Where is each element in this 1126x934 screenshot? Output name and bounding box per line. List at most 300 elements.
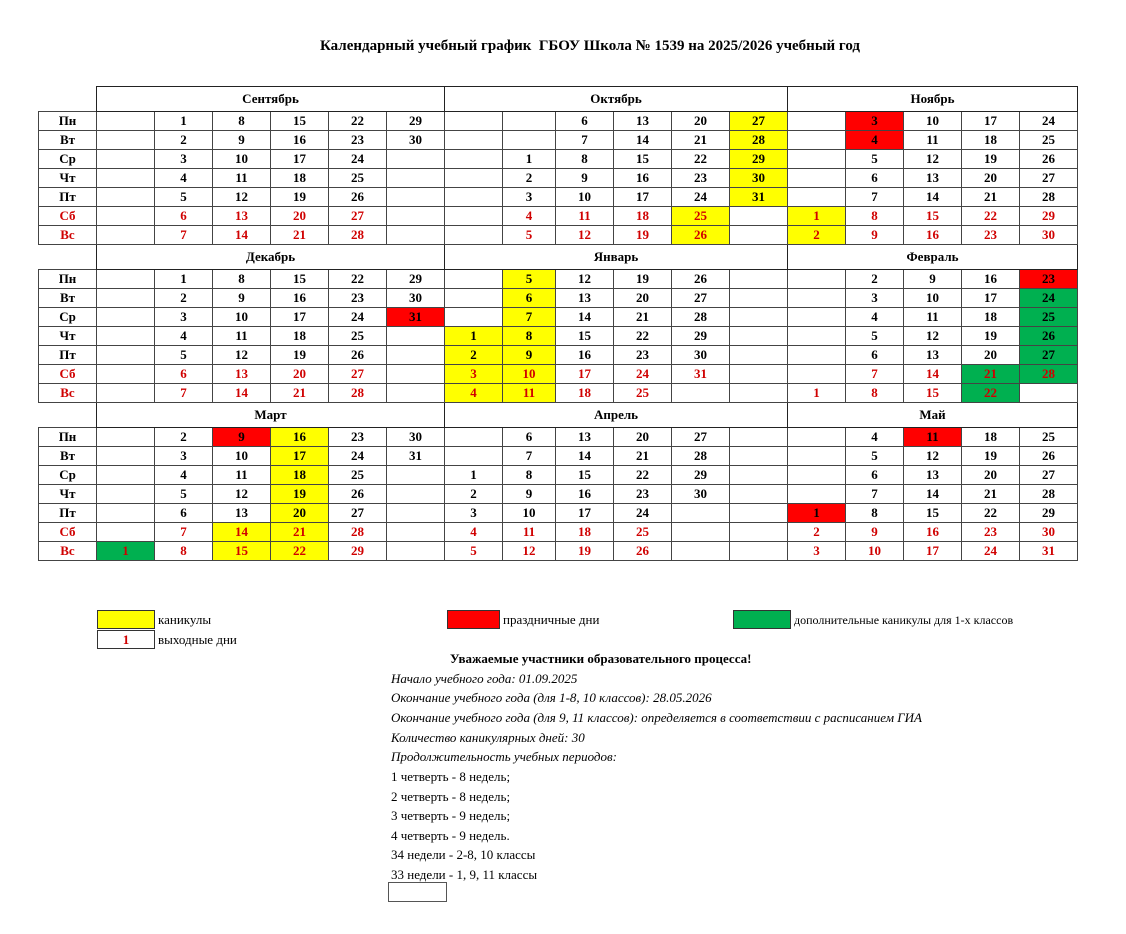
week-day-row [39,188,1078,207]
week-day-row [39,485,1078,504]
date-cell: 3 [155,447,213,466]
date-cell: 2 [445,346,503,365]
day-label: Вс [39,542,97,561]
date-cell: 8 [556,150,614,169]
date-cell [730,327,788,346]
date-cell: 30 [387,131,445,150]
date-cell: 18 [962,131,1020,150]
date-cell [97,504,155,523]
date-cell: 9 [846,523,904,542]
day-label: Ср [39,150,97,169]
date-cell: 27 [1020,346,1078,365]
date-cell: 12 [213,346,271,365]
date-cell [730,447,788,466]
date-cell: 23 [329,131,387,150]
date-cell: 5 [846,447,904,466]
date-cell: 16 [271,289,329,308]
date-cell: 12 [556,270,614,289]
date-cell [672,504,730,523]
date-cell: 1 [503,150,556,169]
date-cell: 27 [730,112,788,131]
date-cell: 15 [904,207,962,226]
date-cell: 27 [329,207,387,226]
week-day-row [39,226,1078,245]
date-cell: 12 [904,327,962,346]
date-cell [730,226,788,245]
date-cell: 16 [271,131,329,150]
date-cell [97,365,155,384]
date-cell: 12 [213,188,271,207]
date-cell: 3 [155,308,213,327]
date-cell: 4 [155,466,213,485]
date-cell: 29 [730,150,788,169]
date-cell: 10 [213,308,271,327]
day-label: Пт [39,346,97,365]
date-cell: 15 [271,112,329,131]
date-cell: 23 [329,289,387,308]
date-cell: 3 [503,188,556,207]
date-cell: 22 [962,504,1020,523]
date-cell: 31 [730,188,788,207]
date-cell: 13 [556,289,614,308]
date-cell: 8 [503,327,556,346]
date-cell [97,447,155,466]
date-cell: 11 [904,308,962,327]
date-cell: 20 [271,504,329,523]
date-cell [788,485,846,504]
date-cell: 21 [271,523,329,542]
date-cell: 21 [614,308,672,327]
date-cell: 25 [1020,308,1078,327]
date-cell: 21 [614,447,672,466]
date-cell: 31 [672,365,730,384]
date-cell: 28 [1020,188,1078,207]
date-cell: 21 [962,485,1020,504]
date-cell [445,447,503,466]
date-cell: 21 [271,226,329,245]
date-cell [97,466,155,485]
date-cell [97,226,155,245]
date-cell: 2 [155,428,213,447]
date-cell: 29 [1020,504,1078,523]
date-cell: 6 [503,428,556,447]
notice-line: 3 четверть - 9 недель; [391,808,511,823]
date-cell: 5 [445,542,503,561]
week-day-row [39,150,1078,169]
date-cell: 1 [788,504,846,523]
date-cell: 4 [155,327,213,346]
day-label: Пн [39,428,97,447]
date-cell: 16 [556,346,614,365]
date-cell: 24 [614,365,672,384]
week-day-row [39,365,1078,384]
day-label: Пт [39,188,97,207]
date-cell: 6 [846,466,904,485]
date-cell: 2 [846,270,904,289]
date-cell [97,169,155,188]
blank-cell [39,403,97,428]
date-cell [503,131,556,150]
date-cell: 4 [155,169,213,188]
date-cell: 30 [672,485,730,504]
date-cell: 3 [846,289,904,308]
notice-line: Продолжительность учебных периодов: [391,749,617,764]
week-day-row [39,289,1078,308]
date-cell [387,150,445,169]
date-cell: 20 [962,169,1020,188]
date-cell: 31 [387,308,445,327]
day-label: Вт [39,289,97,308]
date-cell: 29 [672,466,730,485]
date-cell [788,447,846,466]
date-cell [97,327,155,346]
date-cell [445,308,503,327]
date-cell: 13 [213,504,271,523]
month-header: Май [788,403,1078,428]
date-cell: 13 [213,207,271,226]
date-cell: 26 [329,188,387,207]
date-cell: 16 [904,226,962,245]
date-cell: 29 [329,542,387,561]
date-cell: 8 [155,542,213,561]
day-label: Вс [39,226,97,245]
week-day-row [39,466,1078,485]
date-cell [97,289,155,308]
date-cell: 12 [904,447,962,466]
date-cell: 16 [904,523,962,542]
date-cell: 3 [788,542,846,561]
date-cell [730,542,788,561]
date-cell [445,131,503,150]
empty-cell-box [388,882,447,902]
date-cell: 21 [962,365,1020,384]
date-cell: 10 [213,150,271,169]
date-cell: 1 [155,270,213,289]
date-cell: 11 [503,523,556,542]
date-cell: 6 [155,504,213,523]
date-cell: 29 [387,270,445,289]
date-cell: 17 [904,542,962,561]
date-cell: 21 [271,384,329,403]
date-cell [730,523,788,542]
day-label: Пт [39,504,97,523]
date-cell: 15 [556,466,614,485]
date-cell [97,131,155,150]
date-cell: 27 [329,365,387,384]
date-cell: 12 [904,150,962,169]
date-cell [730,428,788,447]
date-cell: 15 [614,150,672,169]
date-cell [730,346,788,365]
date-cell [445,188,503,207]
date-cell: 18 [614,207,672,226]
day-label: Пн [39,270,97,289]
day-label: Ср [39,308,97,327]
week-day-row [39,270,1078,289]
legend-public-holidays-label: праздничные дни [503,612,600,627]
date-cell [788,188,846,207]
date-cell: 14 [904,188,962,207]
date-cell: 31 [387,447,445,466]
month-header: Февраль [788,245,1078,270]
date-cell: 22 [614,327,672,346]
date-cell: 3 [846,112,904,131]
date-cell: 18 [556,523,614,542]
date-cell: 23 [962,523,1020,542]
date-cell: 5 [155,485,213,504]
date-cell: 2 [155,131,213,150]
date-cell: 23 [962,226,1020,245]
date-cell [730,466,788,485]
date-cell: 22 [672,150,730,169]
date-cell: 24 [962,542,1020,561]
date-cell: 15 [556,327,614,346]
date-cell: 17 [271,150,329,169]
month-header-row [39,87,1078,112]
date-cell: 9 [503,346,556,365]
date-cell: 14 [213,523,271,542]
date-cell [788,112,846,131]
date-cell: 15 [271,270,329,289]
date-cell: 30 [730,169,788,188]
date-cell: 24 [672,188,730,207]
date-cell: 20 [614,428,672,447]
week-day-row [39,384,1078,403]
date-cell [445,207,503,226]
day-label: Сб [39,523,97,542]
legend-red-swatch [447,610,500,629]
date-cell: 9 [213,131,271,150]
date-cell [97,346,155,365]
week-day-row [39,346,1078,365]
date-cell [788,131,846,150]
legend-yellow-swatch [97,610,155,629]
blank-cell [39,87,97,112]
date-cell: 7 [503,308,556,327]
date-cell: 8 [846,504,904,523]
date-cell: 7 [556,131,614,150]
date-cell: 28 [1020,365,1078,384]
date-cell: 28 [672,308,730,327]
date-cell [730,289,788,308]
date-cell: 12 [213,485,271,504]
date-cell: 30 [387,428,445,447]
date-cell: 19 [556,542,614,561]
date-cell [672,384,730,403]
date-cell: 14 [213,384,271,403]
date-cell [97,207,155,226]
date-cell [672,523,730,542]
date-cell: 17 [556,365,614,384]
date-cell [503,112,556,131]
date-cell [730,384,788,403]
date-cell: 30 [1020,523,1078,542]
date-cell: 22 [614,466,672,485]
date-cell: 6 [155,365,213,384]
date-cell: 19 [962,150,1020,169]
week-day-row [39,523,1078,542]
date-cell: 23 [1020,270,1078,289]
date-cell: 11 [213,466,271,485]
date-cell: 2 [788,226,846,245]
date-cell [445,112,503,131]
date-cell: 25 [329,466,387,485]
date-cell: 16 [271,428,329,447]
date-cell [387,327,445,346]
date-cell: 14 [213,226,271,245]
date-cell: 23 [329,428,387,447]
calendar-grid [38,86,1078,561]
date-cell [97,308,155,327]
date-cell: 22 [962,384,1020,403]
day-label: Чт [39,169,97,188]
date-cell: 7 [503,447,556,466]
date-cell [97,270,155,289]
date-cell: 5 [846,150,904,169]
week-day-row [39,112,1078,131]
date-cell: 2 [445,485,503,504]
date-cell: 18 [271,327,329,346]
date-cell [445,289,503,308]
date-cell [387,542,445,561]
date-cell: 3 [445,365,503,384]
week-day-row [39,327,1078,346]
date-cell [445,150,503,169]
date-cell: 26 [1020,447,1078,466]
date-cell: 17 [556,504,614,523]
notice-line: 33 недели - 1, 9, 11 классы [391,867,538,882]
date-cell: 4 [503,207,556,226]
date-cell: 13 [556,428,614,447]
date-cell [788,289,846,308]
legend-extra-holidays-label: дополнительные каникулы для 1-х классов [794,613,1014,627]
notice-line: 1 четверть - 8 недель; [391,769,511,784]
date-cell: 19 [614,226,672,245]
date-cell: 11 [904,428,962,447]
date-cell [97,485,155,504]
date-cell: 25 [1020,428,1078,447]
date-cell: 7 [155,523,213,542]
date-cell [445,169,503,188]
date-cell: 30 [672,346,730,365]
date-cell [97,384,155,403]
date-cell: 2 [788,523,846,542]
date-cell: 19 [962,327,1020,346]
legend-weekend-label: выходные дни [158,632,237,647]
date-cell: 9 [503,485,556,504]
notice-line: 34 недели - 2-8, 10 классы [391,847,536,862]
date-cell [730,504,788,523]
date-cell: 11 [556,207,614,226]
date-cell: 7 [846,365,904,384]
month-header-row [39,403,1078,428]
date-cell: 14 [556,447,614,466]
page-title: Календарный учебный график ГБОУ Школа № 1539 на 2025/2026 учебный год [319,38,861,54]
day-label: Ср [39,466,97,485]
date-cell: 5 [846,327,904,346]
date-cell [788,327,846,346]
notice-line: 4 четверть - 9 недель. [391,828,510,843]
date-cell: 28 [329,523,387,542]
date-cell: 19 [271,485,329,504]
day-label: Сб [39,207,97,226]
date-cell [788,346,846,365]
date-cell: 23 [614,485,672,504]
date-cell [97,112,155,131]
date-cell: 23 [614,346,672,365]
date-cell: 9 [213,428,271,447]
date-cell: 17 [271,447,329,466]
date-cell: 20 [672,112,730,131]
date-cell: 7 [155,226,213,245]
date-cell: 14 [614,131,672,150]
date-cell: 30 [1020,226,1078,245]
date-cell: 25 [329,169,387,188]
date-cell: 21 [962,188,1020,207]
notice-line: Окончание учебного года (для 1-8, 10 классов): 28.05.2026 [391,690,712,705]
date-cell: 28 [730,131,788,150]
date-cell: 6 [503,289,556,308]
date-cell: 9 [846,226,904,245]
date-cell: 5 [155,188,213,207]
date-cell [97,150,155,169]
date-cell: 19 [271,188,329,207]
date-cell [445,270,503,289]
date-cell: 27 [672,428,730,447]
week-day-row [39,447,1078,466]
date-cell: 15 [904,504,962,523]
date-cell: 17 [962,112,1020,131]
date-cell: 29 [672,327,730,346]
date-cell: 8 [213,112,271,131]
date-cell [788,150,846,169]
date-cell: 29 [1020,207,1078,226]
date-cell [387,485,445,504]
date-cell: 14 [904,365,962,384]
date-cell: 4 [846,428,904,447]
date-cell: 27 [1020,466,1078,485]
date-cell: 26 [614,542,672,561]
date-cell: 5 [503,226,556,245]
week-day-row [39,504,1078,523]
date-cell: 10 [213,447,271,466]
date-cell: 27 [329,504,387,523]
day-label: Вт [39,447,97,466]
date-cell: 8 [846,207,904,226]
date-cell: 11 [904,131,962,150]
date-cell: 23 [672,169,730,188]
date-cell [387,504,445,523]
date-cell: 8 [503,466,556,485]
date-cell: 10 [503,365,556,384]
date-cell: 27 [672,289,730,308]
date-cell: 26 [329,485,387,504]
notice-line: Окончание учебного года (для 9, 11 классов): определяется в соответствии с расписанием ГИА [391,710,922,725]
date-cell [788,428,846,447]
legend-weekend-sample: 1 [97,630,155,649]
date-cell: 13 [904,346,962,365]
notice-line: Количество каникулярных дней: 30 [391,730,585,745]
date-cell: 7 [846,188,904,207]
date-cell: 25 [1020,131,1078,150]
date-cell [730,308,788,327]
date-cell: 22 [329,112,387,131]
date-cell: 10 [904,112,962,131]
date-cell: 1 [445,327,503,346]
date-cell: 16 [962,270,1020,289]
week-day-row [39,131,1078,150]
week-day-row [39,542,1078,561]
